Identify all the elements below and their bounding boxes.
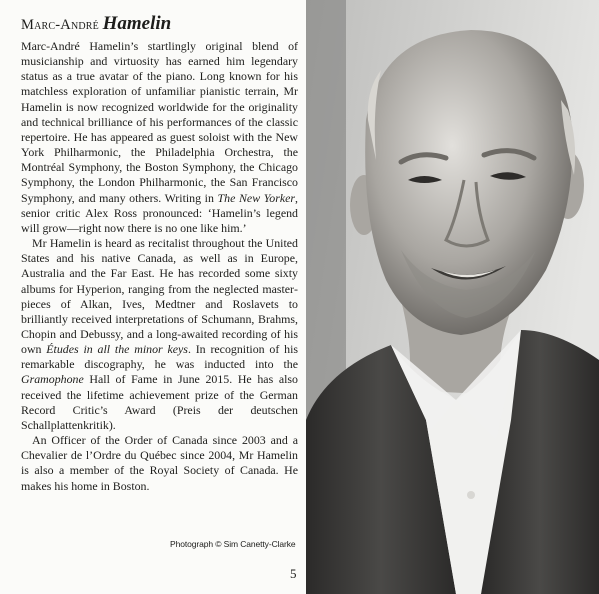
- shirt-button: [467, 491, 475, 499]
- text-segment: , senior critic Alex Ross pronounced: ‘Hamelin’s legend will grow—right now there is no one like him.’: [21, 190, 298, 235]
- heading-first-name: Marc-André: [21, 17, 99, 33]
- text-segment: Mr Hamelin is heard as recitalist throughout the United States and his native Canada, as well as in Europe, Australia and the Far East. He has recorded some sixty albums for Hyperion, ranging from the neglected masterpieces of Alkan, Ives, Medtner and Roslavets to brilliantly received interpretations of Schumann, Brahms, Chopin and Debussy, and a long-awaited recording of his own: [21, 236, 298, 357]
- biography-paragraph-2: [21, 236, 298, 433]
- text-segment: . In recognition of his remarkable discography, he was inducted into the: [21, 342, 299, 372]
- album-title: Études in all the minor keys: [46, 342, 188, 357]
- heading-last-name: Hamelin: [102, 13, 172, 34]
- biography-column: [21, 14, 298, 494]
- biography-paragraph-1: [21, 39, 298, 236]
- portrait-illustration: [306, 0, 599, 594]
- publication-title: The New Yorker: [217, 190, 296, 205]
- biography-paragraph-3: [21, 433, 298, 494]
- text-segment: Hall of Fame in June 2015. He has also received the lifetime achievement prize of the German Record Critic’s Award (Preis der deutschen Schallplattenkritik).: [21, 372, 298, 432]
- text-segment: Marc-André Hamelin’s startlingly original blend of musicianship and virtuosity has earned him legendary status as a true avatar of the piano. Long known for his matchless exploration of unfamiliar pianistic terrain, Mr Hamelin is now recognized worldwide for the originality and technical brilliance of his performances of the classic repertoire. He has appeared as guest soloist with the New York Philharmonic, the Philadelphia Orchestra, the Montréal Symphony, the Boston Symphony, the Chicago Symphony, the London Philharmonic, the San Francisco Symphony, and many others. Writing in: [21, 39, 298, 205]
- biography-heading: [21, 14, 298, 35]
- text-segment: An Officer of the Order of Canada since 2003 and a Chevalier de l’Ordre du Québec since 2004, Mr Hamelin is also a member of the Royal Society of Canada. He makes his home in Boston.: [21, 433, 298, 493]
- magazine-title: Gramophone: [21, 372, 84, 387]
- portrait-photo: [306, 0, 599, 594]
- photo-credit: Photograph © Sim Canetty-Clarke: [170, 539, 296, 549]
- page-number: 5: [290, 566, 297, 581]
